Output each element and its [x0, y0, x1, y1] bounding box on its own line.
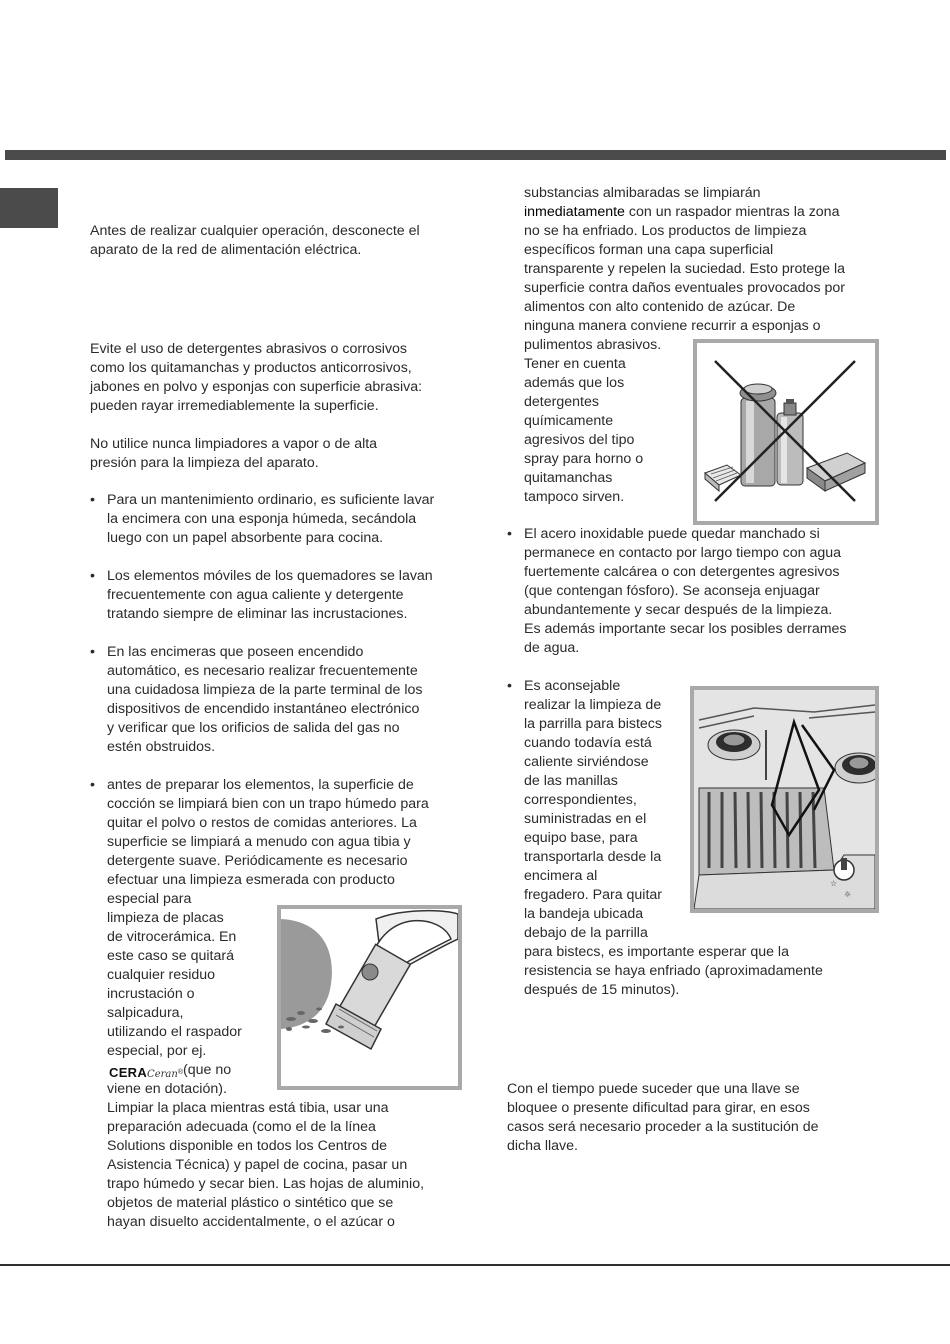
maintenance-line: Para un mantenimiento ordinario, es suficiente lavar — [107, 492, 435, 508]
ceramic-cleaning-line: cualquier residuo — [107, 967, 216, 983]
steel-stain-line: El acero inoxidable puede quedar manchado si — [524, 526, 820, 542]
sugar-cleaning-line: quitamanchas — [524, 470, 613, 486]
ceramic-cleaning-line: de vitrocerámica. En — [107, 929, 237, 945]
ceramic-cleaning-line: utilizando el raspador — [107, 1024, 242, 1040]
ceramic-cleaning-line: Asistencia Técnica) y papel de cocina, pasar un — [107, 1157, 408, 1173]
no-spray-illustration — [693, 339, 879, 525]
grill-cleaning-line: después de 15 minutos). — [524, 982, 680, 998]
burner-parts-line: Los elementos móviles de los quemadores se lavan — [107, 568, 433, 584]
sugar-cleaning-line: no se ha enfriado. Los productos de limpieza — [524, 223, 807, 239]
ignition-line: estén obstruidos. — [107, 739, 216, 755]
sugar-cleaning-line: Tener en cuenta — [524, 356, 626, 372]
ceramic-cleaning-line: especial, por ej. — [107, 1043, 207, 1059]
bullet-icon: • — [90, 777, 95, 793]
sugar-cleaning-line: tampoco sirven. — [524, 489, 625, 505]
steel-stain-line: de agua. — [524, 640, 580, 656]
ceran-logo — [109, 1063, 183, 1081]
ceramic-cleaning-line: este caso se quitará — [107, 948, 234, 964]
ceran-logo-word: CERA — [109, 1065, 148, 1080]
grill-icon — [694, 690, 875, 909]
grill-cleaning-line: correspondientes, — [524, 792, 637, 808]
ceramic-cleaning-line: objetos de material plástico o sintético que se — [107, 1195, 394, 1211]
steel-stain-line: abundantemente y secar después de la limpieza. — [524, 602, 833, 618]
steel-stain-line: permanece en contacto por largo tiempo con agua — [524, 545, 842, 561]
sugar-cleaning-line: pulimentos abrasivos. — [524, 337, 662, 353]
burner-parts-line: frecuentemente con agua caliente y detergente — [107, 587, 404, 603]
bullet-icon: • — [90, 644, 95, 660]
abrasive-warning-line: Evite el uso de detergentes abrasivos o corrosivos — [90, 341, 408, 357]
abrasive-warning-line: como los quitamanchas y productos anticorrosivos, — [90, 360, 412, 376]
bullet-icon: • — [90, 568, 95, 584]
intro-line: aparato de la red de alimentación eléctrica. — [90, 242, 362, 258]
sugar-cleaning-line: detergentes — [524, 394, 599, 410]
grill-cleaning-line: realizar la limpieza de — [524, 697, 662, 713]
sugar-cleaning-line — [524, 203, 839, 222]
footer-rule — [0, 1264, 950, 1266]
sugar-cleaning-line: alimentos con alto contenido de azúcar. De — [524, 299, 796, 315]
ceramic-cleaning-line: salpicadura, — [107, 1005, 184, 1021]
sugar-cleaning-line: transparente y repelen la suciedad. Esto protege la — [524, 261, 845, 277]
bullet-icon: • — [90, 492, 95, 508]
valve-replacement-line: bloquee o presente dificultad para girar, en esos — [507, 1100, 810, 1116]
ceramic-cleaning-line: quitar el polvo o restos de comidas anteriores. La — [107, 815, 417, 831]
sugar-cleaning-line: agresivos del tipo — [524, 432, 635, 448]
scraper-illustration — [277, 905, 462, 1090]
sugar-cleaning-line: spray para horno o — [524, 451, 644, 467]
ceramic-cleaning-line: superficie se limpiará a menudo con agua tibia y — [107, 834, 411, 850]
burner-parts-line: tratando siempre de eliminar las incrustaciones. — [107, 606, 408, 622]
bullet-icon: • — [507, 678, 512, 694]
sugar-cleaning-line: ninguna manera conviene recurrir a esponjas o — [524, 318, 821, 334]
grill-cleaning-line: caliente sirviéndose — [524, 754, 649, 770]
registered-mark: ® — [177, 1069, 183, 1076]
grill-cleaning-line: equipo base, para — [524, 830, 638, 846]
sugar-cleaning-line: substancias almibaradas se limpiarán — [524, 185, 761, 201]
grill-cleaning-line: resistencia se haya enfriado (aproximadamente — [524, 963, 823, 979]
grill-cleaning-line: transportarla desde la — [524, 849, 662, 865]
grill-cleaning-line: cuando todavía está — [524, 735, 652, 751]
abrasive-warning-line: pueden rayar irremediablemente la superficie. — [90, 398, 379, 414]
steel-stain-line: (que contengan fósforo). Se aconseja enjuagar — [524, 583, 820, 599]
ceramic-cleaning-line: preparación adecuada (como el de la línea — [107, 1119, 376, 1135]
sugar-cleaning-line: específicos forman una capa superficial — [524, 242, 774, 258]
steam-warning-line: No utilice nunca limpiadores a vapor o de alta — [90, 436, 378, 452]
grill-cleaning-line: encimera al — [524, 868, 598, 884]
ceramic-cleaning-line: Limpiar la placa mientras está tibia, usar una — [107, 1100, 389, 1116]
ceramic-cleaning-line: trapo húmedo y secar bien. Las hojas de aluminio, — [107, 1176, 425, 1192]
no-spray-icon — [697, 343, 875, 521]
ceramic-cleaning-line: efectuar una limpieza esmerada con producto — [107, 872, 395, 888]
ceramic-cleaning-line: Solutions disponible en todos los Centros de — [107, 1138, 387, 1154]
intro-line: Antes de realizar cualquier operación, desconecte el — [90, 223, 420, 239]
valve-replacement-line: dicha llave. — [507, 1138, 578, 1154]
grill-cleaning-line: para bistecs, es importante esperar que la — [524, 944, 789, 960]
ceran-logo-script: Ceran — [147, 1069, 178, 1080]
language-tab — [0, 188, 58, 228]
ceramic-cleaning-line: viene en dotación). — [107, 1081, 227, 1097]
steel-stain-line: fuertemente calcárea o con detergentes agresivos — [524, 564, 840, 580]
header-bar — [5, 150, 946, 160]
ignition-line: y verificar que los orificios de salida del gas no — [107, 720, 400, 736]
maintenance-line: la encimera con una esponja húmeda, secándola — [107, 511, 417, 527]
ignition-line: dispositivos de encendido instantáneo electrónico — [107, 701, 420, 717]
grill-cleaning-line: Es aconsejable — [524, 678, 621, 694]
svg-text:☆: ☆ — [830, 879, 838, 888]
ignition-line: automático, es necesario realizar frecuentemente — [107, 663, 418, 679]
ceramic-cleaning-line: especial para — [107, 891, 192, 907]
sugar-cleaning-line: además que los — [524, 375, 625, 391]
grill-cleaning-line: fregadero. Para quitar — [524, 887, 663, 903]
grill-cleaning-line: de las manillas — [524, 773, 618, 789]
ignition-line: una cuidadosa limpieza de la parte terminal de los — [107, 682, 423, 698]
ceramic-cleaning-line: antes de preparar los elementos, la superficie de — [107, 777, 414, 793]
grill-cleaning-line: la bandeja ubicada — [524, 906, 644, 922]
steam-warning-line: presión para la limpieza del aparato. — [90, 455, 319, 471]
grill-cleaning-illustration — [690, 686, 879, 913]
ceramic-cleaning-line: detergente suave. Periódicamente es necesario — [107, 853, 408, 869]
sugar-cleaning-line: químicamente — [524, 413, 614, 429]
grill-cleaning-line: la parrilla para bistecs — [524, 716, 662, 732]
ignition-line: En las encimeras que poseen encendido — [107, 644, 364, 660]
ceramic-cleaning-line: hayan disuelto accidentalmente, o el azúcar o — [107, 1214, 395, 1230]
emphasis-word: inmediatamente — [524, 204, 625, 220]
ceramic-cleaning-line: limpieza de placas — [107, 910, 224, 926]
svg-text:☼: ☼ — [844, 890, 852, 899]
ceramic-cleaning-line: (que no — [183, 1062, 232, 1078]
scraper-icon — [281, 909, 458, 1086]
steel-stain-line: Es además importante secar los posibles derrames — [524, 621, 847, 637]
abrasive-warning-line: jabones en polvo y esponjas con superficie abrasiva: — [90, 379, 423, 395]
ceramic-cleaning-line: cocción se limpiará bien con un trapo húmedo para — [107, 796, 429, 812]
grill-cleaning-line: debajo de la parrilla — [524, 925, 648, 941]
ceramic-cleaning-line: incrustación o — [107, 986, 195, 1002]
sugar-cleaning-text: con un raspador mientras la zona — [624, 204, 840, 220]
sugar-cleaning-line: superficie contra daños eventuales provocados por — [524, 280, 845, 296]
bullet-icon: • — [507, 526, 512, 542]
maintenance-line: luego con un papel absorbente para cocina. — [107, 530, 384, 546]
valve-replacement-line: casos será necesario proceder a la sustitución de — [507, 1119, 819, 1135]
grill-cleaning-line: suministradas en el — [524, 811, 647, 827]
valve-replacement-line: Con el tiempo puede suceder que una llave se — [507, 1081, 800, 1097]
